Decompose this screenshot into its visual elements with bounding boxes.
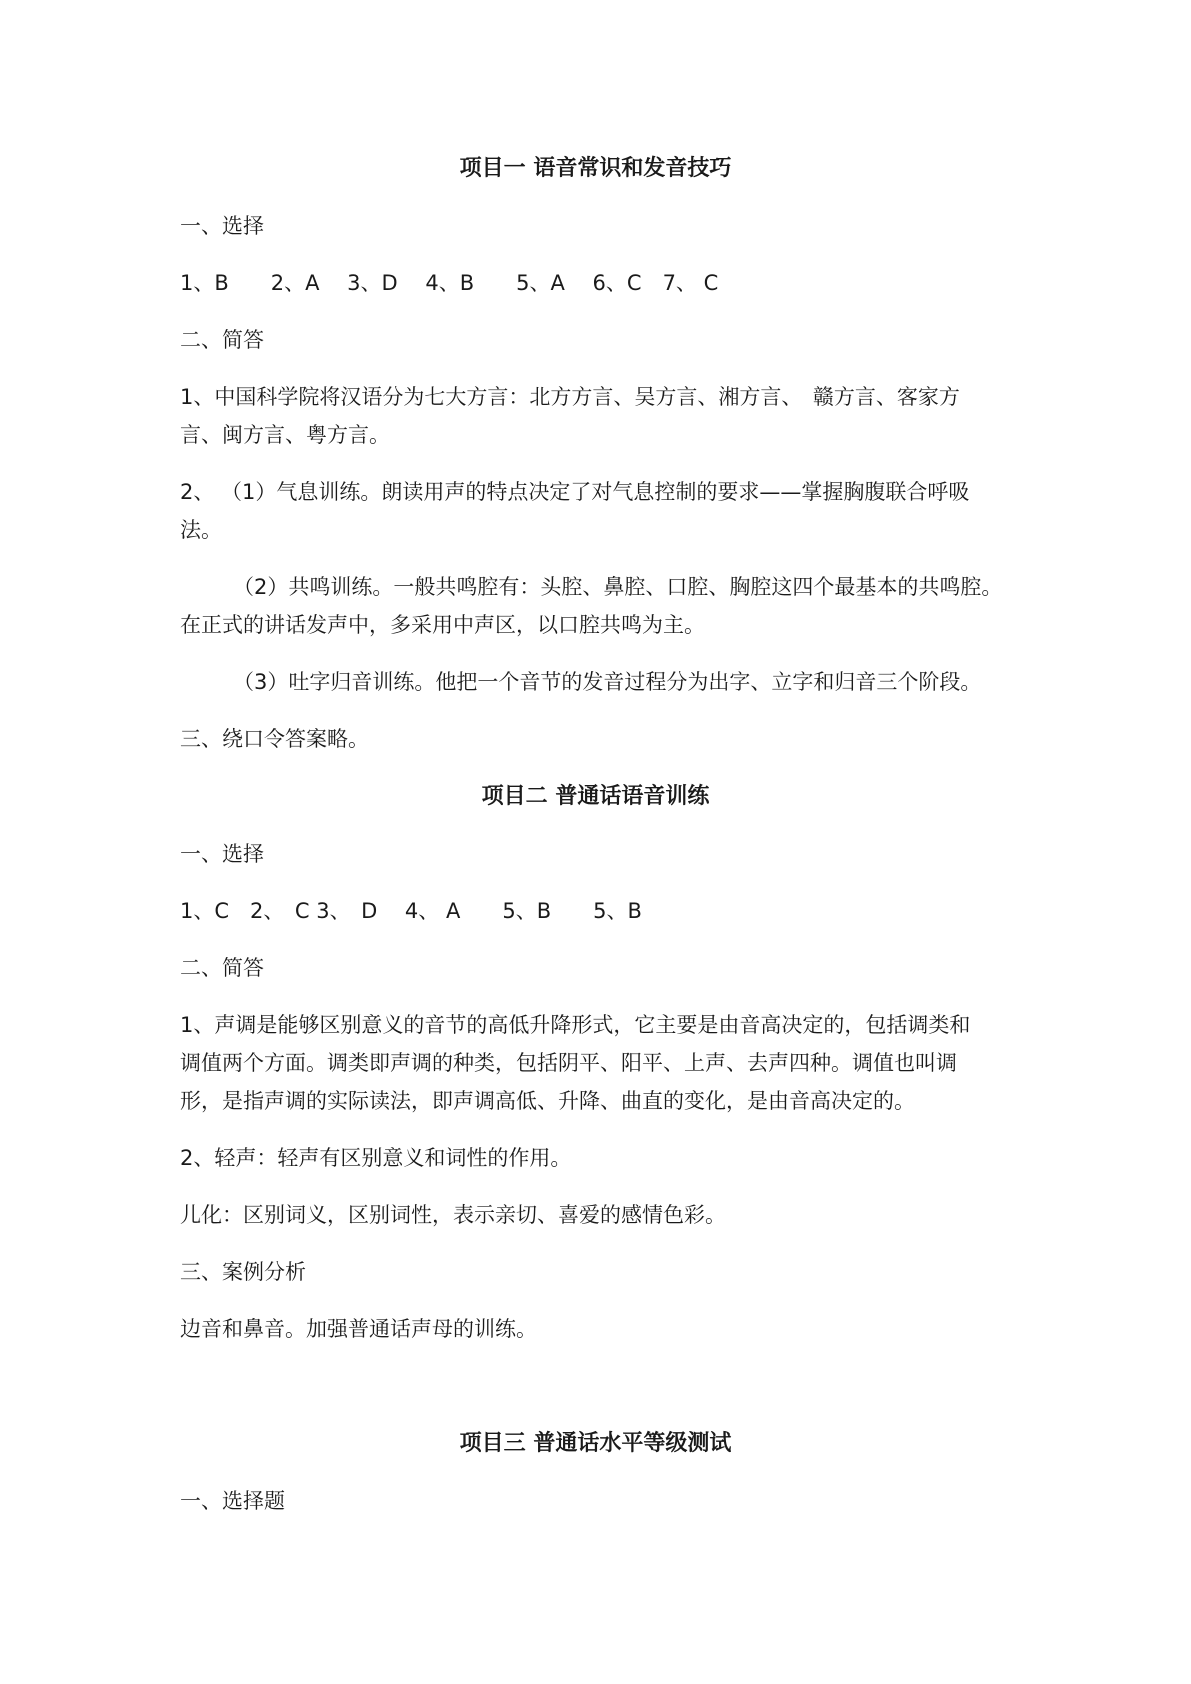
- subsection-heading: 二、简答: [180, 328, 264, 352]
- subsection-heading: 三、绕口令答案略。: [180, 727, 369, 751]
- section-title: 项目二 普通话语音训练: [481, 784, 710, 809]
- subsection-heading: 二、简答: [180, 956, 264, 980]
- section-title: 项目三 普通话水平等级测试: [459, 1431, 732, 1456]
- subsection-heading: 一、选择: [180, 214, 264, 238]
- answer-line: 1、声调是能够区别意义的音节的高低升降形式，它主要是由音高决定的，包括调类和: [180, 1013, 971, 1037]
- answer-line: 1、B 2、A 3、D 4、B 5、A 6、C 7、 C: [180, 271, 719, 295]
- answer-line: 1、C 2、 C 3、 D 4、 A 5、B 5、B: [180, 899, 642, 923]
- answer-line: （3）吐字归音训练。他把一个音节的发音过程分为出字、立字和归音三个阶段。: [233, 670, 982, 694]
- answer-line: 法。: [180, 518, 222, 542]
- answer-line: 2、 （1）气息训练。朗读用声的特点决定了对气息控制的要求——掌握胸腹联合呼吸: [180, 480, 970, 504]
- answer-line: 言、闽方言、粤方言。: [180, 423, 390, 447]
- answer-line: 形，是指声调的实际读法，即声调高低、升降、曲直的变化，是由音高决定的。: [180, 1089, 915, 1113]
- subsection-heading: 一、选择题: [180, 1489, 285, 1513]
- subsection-heading: 一、选择: [180, 842, 264, 866]
- answer-line: 1、中国科学院将汉语分为七大方言：北方方言、吴方言、湘方言、 赣方言、客家方: [180, 385, 960, 409]
- answer-line: 在正式的讲话发声中，多采用中声区，以口腔共鸣为主。: [180, 613, 705, 637]
- subsection-heading: 三、案例分析: [180, 1260, 306, 1284]
- answer-line: 2、轻声：轻声有区别意义和词性的作用。: [180, 1146, 572, 1170]
- section-title: 项目一 语音常识和发音技巧: [459, 156, 732, 181]
- answer-line: 调值两个方面。调类即声调的种类，包括阴平、阳平、上声、去声四种。调值也叫调: [180, 1051, 957, 1075]
- answer-line: 儿化：区别词义，区别词性，表示亲切、喜爱的感情色彩。: [180, 1203, 726, 1227]
- answer-line: 边音和鼻音。加强普通话声母的训练。: [180, 1317, 537, 1341]
- answer-line: （2）共鸣训练。一般共鸣腔有：头腔、鼻腔、口腔、胸腔这四个最基本的共鸣腔。: [233, 575, 1003, 599]
